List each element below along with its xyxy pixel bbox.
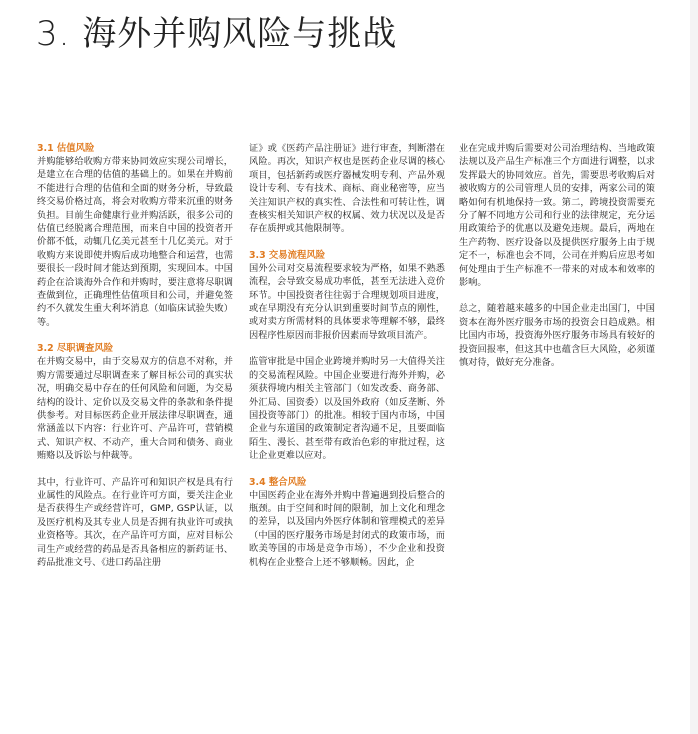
text-column-2 — [249, 142, 445, 569]
page-edge-strip — [690, 0, 698, 734]
paragraph-integration-part2: 业在完成并购后需要对公司治理结构、当地政策法规以及产品生产标准三个方面进行调整，以求发挥最大的协同效应。首先，需要思考收购后对被收购方的公司管理人员的安排，两家公司的策略如何有机地保持一致。第二，跨境投资需要充分了解不同地方公司和行业的法律规定，充分运用政策给予的优惠以及避免违规。最后，两地在生产药物、医疗设备以及提供医疗服务上由于规定不一，标准也会不同，公司在并购后应思考如何处理由于生产标准不一带来的对成本和效率的影响。 — [459, 143, 655, 289]
text-column-1 — [37, 142, 233, 569]
paragraph-transaction-process-1: 国外公司对交易流程要求较为严格，如果不熟悉流程，会导致交易成功率低，甚至无法进入竞价环节。中国投资者往往弱于合理规划项目进度，或在早期没有充分认识到重要时间节点的刚性，或对卖方所需材料的具体要求等理解不够，最终因程序性原因而非报价因素而导致项目流产。 — [249, 262, 445, 341]
page-title: 3. 海外并购风险与挑战 — [36, 14, 398, 54]
paragraph-integration-part1: 中国医药企业在海外并购中普遍遇到投后整合的瓶颈。由于空间和时间的限制，加上文化和理念的差异，以及国内外医疗体制和管理模式的差异（中国的医疗服务市场是封闭式的政策市场，而欧美等国的市场是竞争市场），不少企业和投资机构在企业整合上还不够顺畅。因此，企 — [249, 489, 445, 568]
paragraph-due-diligence-2-part1: 其中，行业许可、产品许可和知识产权是具有行业属性的风险点。在行业许可方面，要关注企业是否获得生产或经营许可，GMP, GSP认证，以及医疗机构及其专业人员是否拥有执业许可或执业资格等。其次，在产品许可方面，应对目标公司生产或经营的药品是否具备相应的新药证书、药品批准文号、《进口药品注册 — [37, 476, 233, 568]
section-heading-3-2: 3.2 尽职调查风险 — [37, 343, 114, 355]
paragraph-due-diligence-1: 在并购交易中，由于交易双方的信息不对称，并购方需要通过尽职调查来了解目标公司的真实状况，明确交易中存在的任何风险和问题，为交易结构的设计、定价以及交易文件的条款和条件提供参考。对目标医药企业开展法律尽职调查，通常涵盖以下内容：行业许可、产品许可，营销模式、知识产权、不动产，重大合同和债务、商业贿赂以及诉讼与仲裁等。 — [37, 356, 233, 462]
paragraph-due-diligence-2-part2: 证》或《医药产品注册证》进行审查，判断潜在风险。再次，知识产权也是医药企业尽调的核心项目，包括新药或医疗器械发明专利、产品外观设计专利、专有技术、商标、商业秘密等，应当关注知识产权的真实性、合法性和可转让性，调查核实相关知识产权的权属、效力状况以及是否存在质押或其他限制等。 — [249, 143, 445, 235]
text-column-3 — [459, 142, 655, 370]
paragraph-valuation-risk: 并购能够给收购方带来协同效应实现公司增长，是建立在合理的估值的基础上的。如果在并购前不能进行合理的估值和全面的财务分析，导致最终交易价格过高，将会对收购方带来沉重的财务负担。目前生命健康行业并购活跃，很多公司的估值已经脱离合理范围，而来自中国的投资者开价都不低，动辄几亿美元甚至十几亿美元。对于收购方来说即使并购后成功地整合和运营，也需要很长一段时间才能达到预期，实现回本。中国药企在洽谈海外合作和并购时，要注意将尽职调查做到位，正确理性估值项目和公司，并避免签约不久就发生重大利坏消息（如临床试验失败）等。 — [37, 156, 233, 328]
section-heading-3-3: 3.3 交易流程风险 — [249, 249, 326, 261]
section-heading-3-1: 3.1 估值风险 — [37, 143, 95, 154]
paragraph-conclusion: 总之，随着越来越多的中国企业走出国门，中国资本在海外医疗服务市场的投资会日趋成熟。相比国内市场，投资海外医疗服务市场具有较好的投资回报率，但这其中也蕴含巨大风险，必须谨慎对待，做好充分准备。 — [459, 303, 655, 369]
paragraph-transaction-process-2: 监管审批是中国企业跨境并购时另一大值得关注的交易流程风险。中国企业要进行海外并购，必须获得境内相关主管部门（如发改委、商务部、外汇局、国资委）以及国外政府（如反垄断、外国投资等部门）的批准。相较于国内市场，中国企业与东道国的政策制定者沟通不足，且要面临陌生、漫长、甚至带有政治色彩的审批过程，这让企业更难以应对。 — [249, 356, 445, 462]
section-heading-3-4: 3.4 整合风险 — [249, 476, 307, 488]
